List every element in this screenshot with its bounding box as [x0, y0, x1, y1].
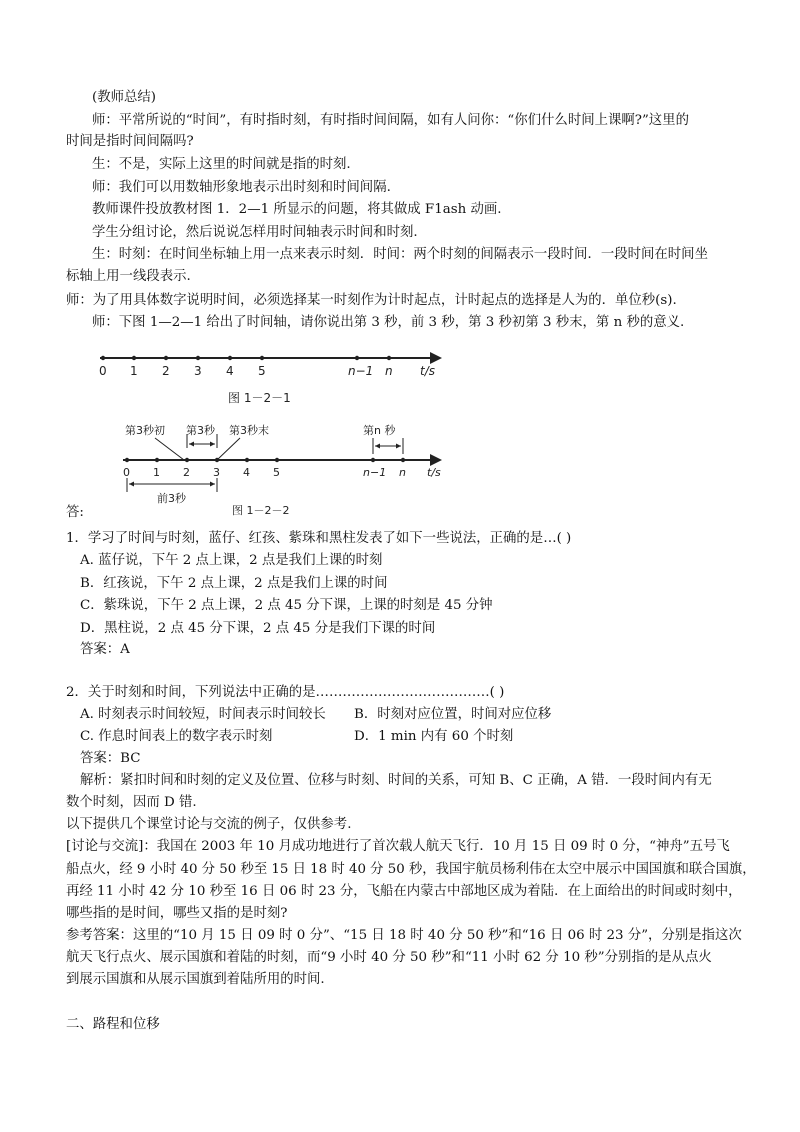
- figure-time-axis-2: [105, 420, 465, 520]
- axis-arrow: [430, 352, 442, 364]
- label-nth-second: 第n 秒: [363, 424, 396, 437]
- label-start-of-3rd-second: 第3秒初: [125, 424, 165, 437]
- intro-line-5: 教师课件投放教材图 1．2—1 所显示的问题，将其做成 F1ash 动画.: [92, 202, 502, 217]
- axis-dot: [275, 458, 279, 462]
- axis-dot: [355, 356, 359, 360]
- discussion-line-3: 船点火，经 9 小时 40 分 50 秒至 15 日 18 时 40 分 50 秒，我国宇航员杨利伟在太空中展示中国国旗和联合国旗，: [66, 862, 756, 877]
- tick-label: 1: [130, 364, 138, 378]
- tick-label: n−1: [348, 364, 374, 378]
- tick-label: n: [399, 466, 406, 479]
- q2-answer: 答案：BC: [80, 751, 141, 766]
- axis-dot: [371, 458, 375, 462]
- q1-option-a: A. 蓝仔说，下午 2 点上课，2 点是我们上课的时刻: [80, 553, 383, 568]
- intro-line-1: 师：平常所说的“时间”，有时指时刻，有时指时间间隔，如有人问你：“你们什么时间上课啊?”这里的: [92, 113, 689, 128]
- q1-stem: 1．学习了时间与时刻，蓝仔、红孩、紫珠和黑柱发表了如下一些说法，正确的是…( ): [66, 531, 572, 546]
- tick-label: 0: [123, 466, 130, 479]
- tick-label: 2: [162, 364, 170, 378]
- discussion-line-2: [讨论与交流]：我国在 2003 年 10 月成功地进行了首次载人航天飞行．10 月 15 日 09 时 0 分，“神舟”五号飞: [66, 839, 730, 854]
- axis-dot: [260, 356, 264, 360]
- axis-dot: [101, 356, 105, 360]
- intro-line-8: 标轴上用一线段表示.: [66, 269, 191, 284]
- arrowhead: [210, 482, 215, 487]
- figure-caption: 图 1－2－1: [228, 391, 291, 405]
- arrowhead: [210, 442, 215, 447]
- label-first-3-seconds: 前3秒: [157, 492, 186, 505]
- q1-option-b: B．红孩说，下午 2 点上课，2 点是我们上课的时间: [80, 576, 388, 591]
- axis-arrow: [430, 454, 442, 466]
- tick-label: 3: [194, 364, 202, 378]
- tick-label: 0: [99, 364, 107, 378]
- intro-line-4: 师：我们可以用数轴形象地表示出时刻和时间间隔.: [92, 180, 391, 195]
- discussion-line-5: 哪些指的是时间，哪些又指的是时刻?: [66, 906, 288, 921]
- reference-answer-line-1: 参考答案：这里的“10 月 15 日 09 时 0 分”、“15 日 18 时 40 分 50 秒”和“16 日 06 时 23 分”，分别是指这次: [66, 928, 742, 943]
- tick-label: 5: [273, 466, 280, 479]
- intro-line-10: 师：下图 1—2—1 给出了时间轴，请你说出第 3 秒，前 3 秒，第 3 秒初第 3 秒末，第 n 秒的意义.: [92, 315, 685, 330]
- tick-label: 5: [258, 364, 266, 378]
- tick-label: 4: [226, 364, 234, 378]
- q2-option-c: C. 作息时间表上的数字表示时刻: [80, 729, 273, 744]
- q2-analysis-line-2: 数个时刻，因而 D 错.: [66, 795, 197, 810]
- q2-stem: 2．关于时刻和时间，下列说法中正确的是…………………………………( ): [66, 685, 505, 700]
- teacher-summary-label: (教师总结): [92, 90, 157, 105]
- axis-dot: [185, 458, 189, 462]
- axis-label: t/s: [427, 466, 441, 479]
- figure-time-axis-1: [80, 340, 460, 415]
- arrowhead: [189, 442, 194, 447]
- axis-dot: [228, 356, 232, 360]
- q1-option-d: D．黑柱说，2 点 45 分下课，2 点 45 分是我们下课的时间: [80, 621, 436, 636]
- axis-dot: [125, 458, 129, 462]
- pointer-end3: [217, 438, 240, 460]
- q2-analysis-line-1: 解析：紧扣时间和时刻的定义及位置、位移与时刻、时间的关系，可知 B、C 正确，A 错．一段时间内有无: [80, 773, 712, 788]
- axis-dot: [245, 458, 249, 462]
- intro-line-6: 学生分组讨论，然后说说怎样用时间轴表示时间和时刻.: [92, 225, 418, 240]
- tick-label: n−1: [363, 466, 387, 479]
- axis-dot: [164, 356, 168, 360]
- q2-option-a: A. 时刻表示时间较短，时间表示时间较长: [80, 707, 326, 722]
- q1-option-c: C．紫珠说，下午 2 点上课，2 点 45 分下课，上课的时刻是 45 分钟: [80, 598, 493, 613]
- discussion-intro: 以下提供几个课堂讨论与交流的例子，仅供参考.: [66, 817, 352, 832]
- discussion-line-4: 再经 11 小时 42 分 10 秒至 16 日 06 时 23 分，飞船在内蒙古中部地区成为着陆．在上面给出的时间或时刻中，: [66, 884, 742, 899]
- pointer-start3: [155, 438, 184, 460]
- axis-dot: [196, 356, 200, 360]
- tick-label: 1: [153, 466, 160, 479]
- label-3rd-second: 第3秒: [186, 424, 215, 437]
- figure-caption: 图 1－2－2: [232, 504, 290, 517]
- intro-line-3: 生：不是，实际上这里的时间就是指的时刻.: [92, 157, 351, 172]
- axis-dot: [387, 356, 391, 360]
- axis-dot: [215, 458, 219, 462]
- arrowhead: [396, 444, 401, 449]
- reference-answer-line-2: 航天飞行点火、展示国旗和着陆的时刻，而“9 小时 40 分 50 秒”和“11 小时 62 分 10 秒”分别指的是从点火: [66, 950, 712, 965]
- intro-line-7: 生：时刻：在时间坐标轴上用一点来表示时刻．时间：两个时刻的间隔表示一段时间．一段时间在时间坐: [92, 247, 708, 262]
- arrowhead: [375, 444, 380, 449]
- reference-answer-line-3: 到展示国旗和从展示国旗到着陆所用的时间.: [66, 972, 325, 987]
- label-end-of-3rd-second: 第3秒末: [229, 424, 269, 437]
- tick-label: 2: [183, 466, 190, 479]
- axis-label: t/s: [420, 364, 435, 378]
- tick-label: 3: [213, 466, 220, 479]
- q2-option-b: B．时刻对应位置，时间对应位移: [354, 707, 552, 722]
- intro-line-2: 时间是指时间间隔吗?: [66, 134, 194, 149]
- section-title: 二、路程和位移: [66, 1017, 160, 1032]
- axis-dot: [155, 458, 159, 462]
- answer-label: 答:: [66, 505, 84, 520]
- q1-answer: 答案：A: [80, 642, 130, 657]
- intro-line-9: 师：为了用具体数字说明时间，必须选择某一时刻作为计时起点，计时起点的选择是人为的．单位秒(s).: [66, 293, 677, 308]
- tick-label: 4: [243, 466, 250, 479]
- q2-option-d: D．1 min 内有 60 个时刻: [354, 729, 514, 744]
- arrowhead: [129, 482, 134, 487]
- axis-dot: [132, 356, 136, 360]
- tick-label: n: [385, 364, 393, 378]
- axis-dot: [401, 458, 405, 462]
